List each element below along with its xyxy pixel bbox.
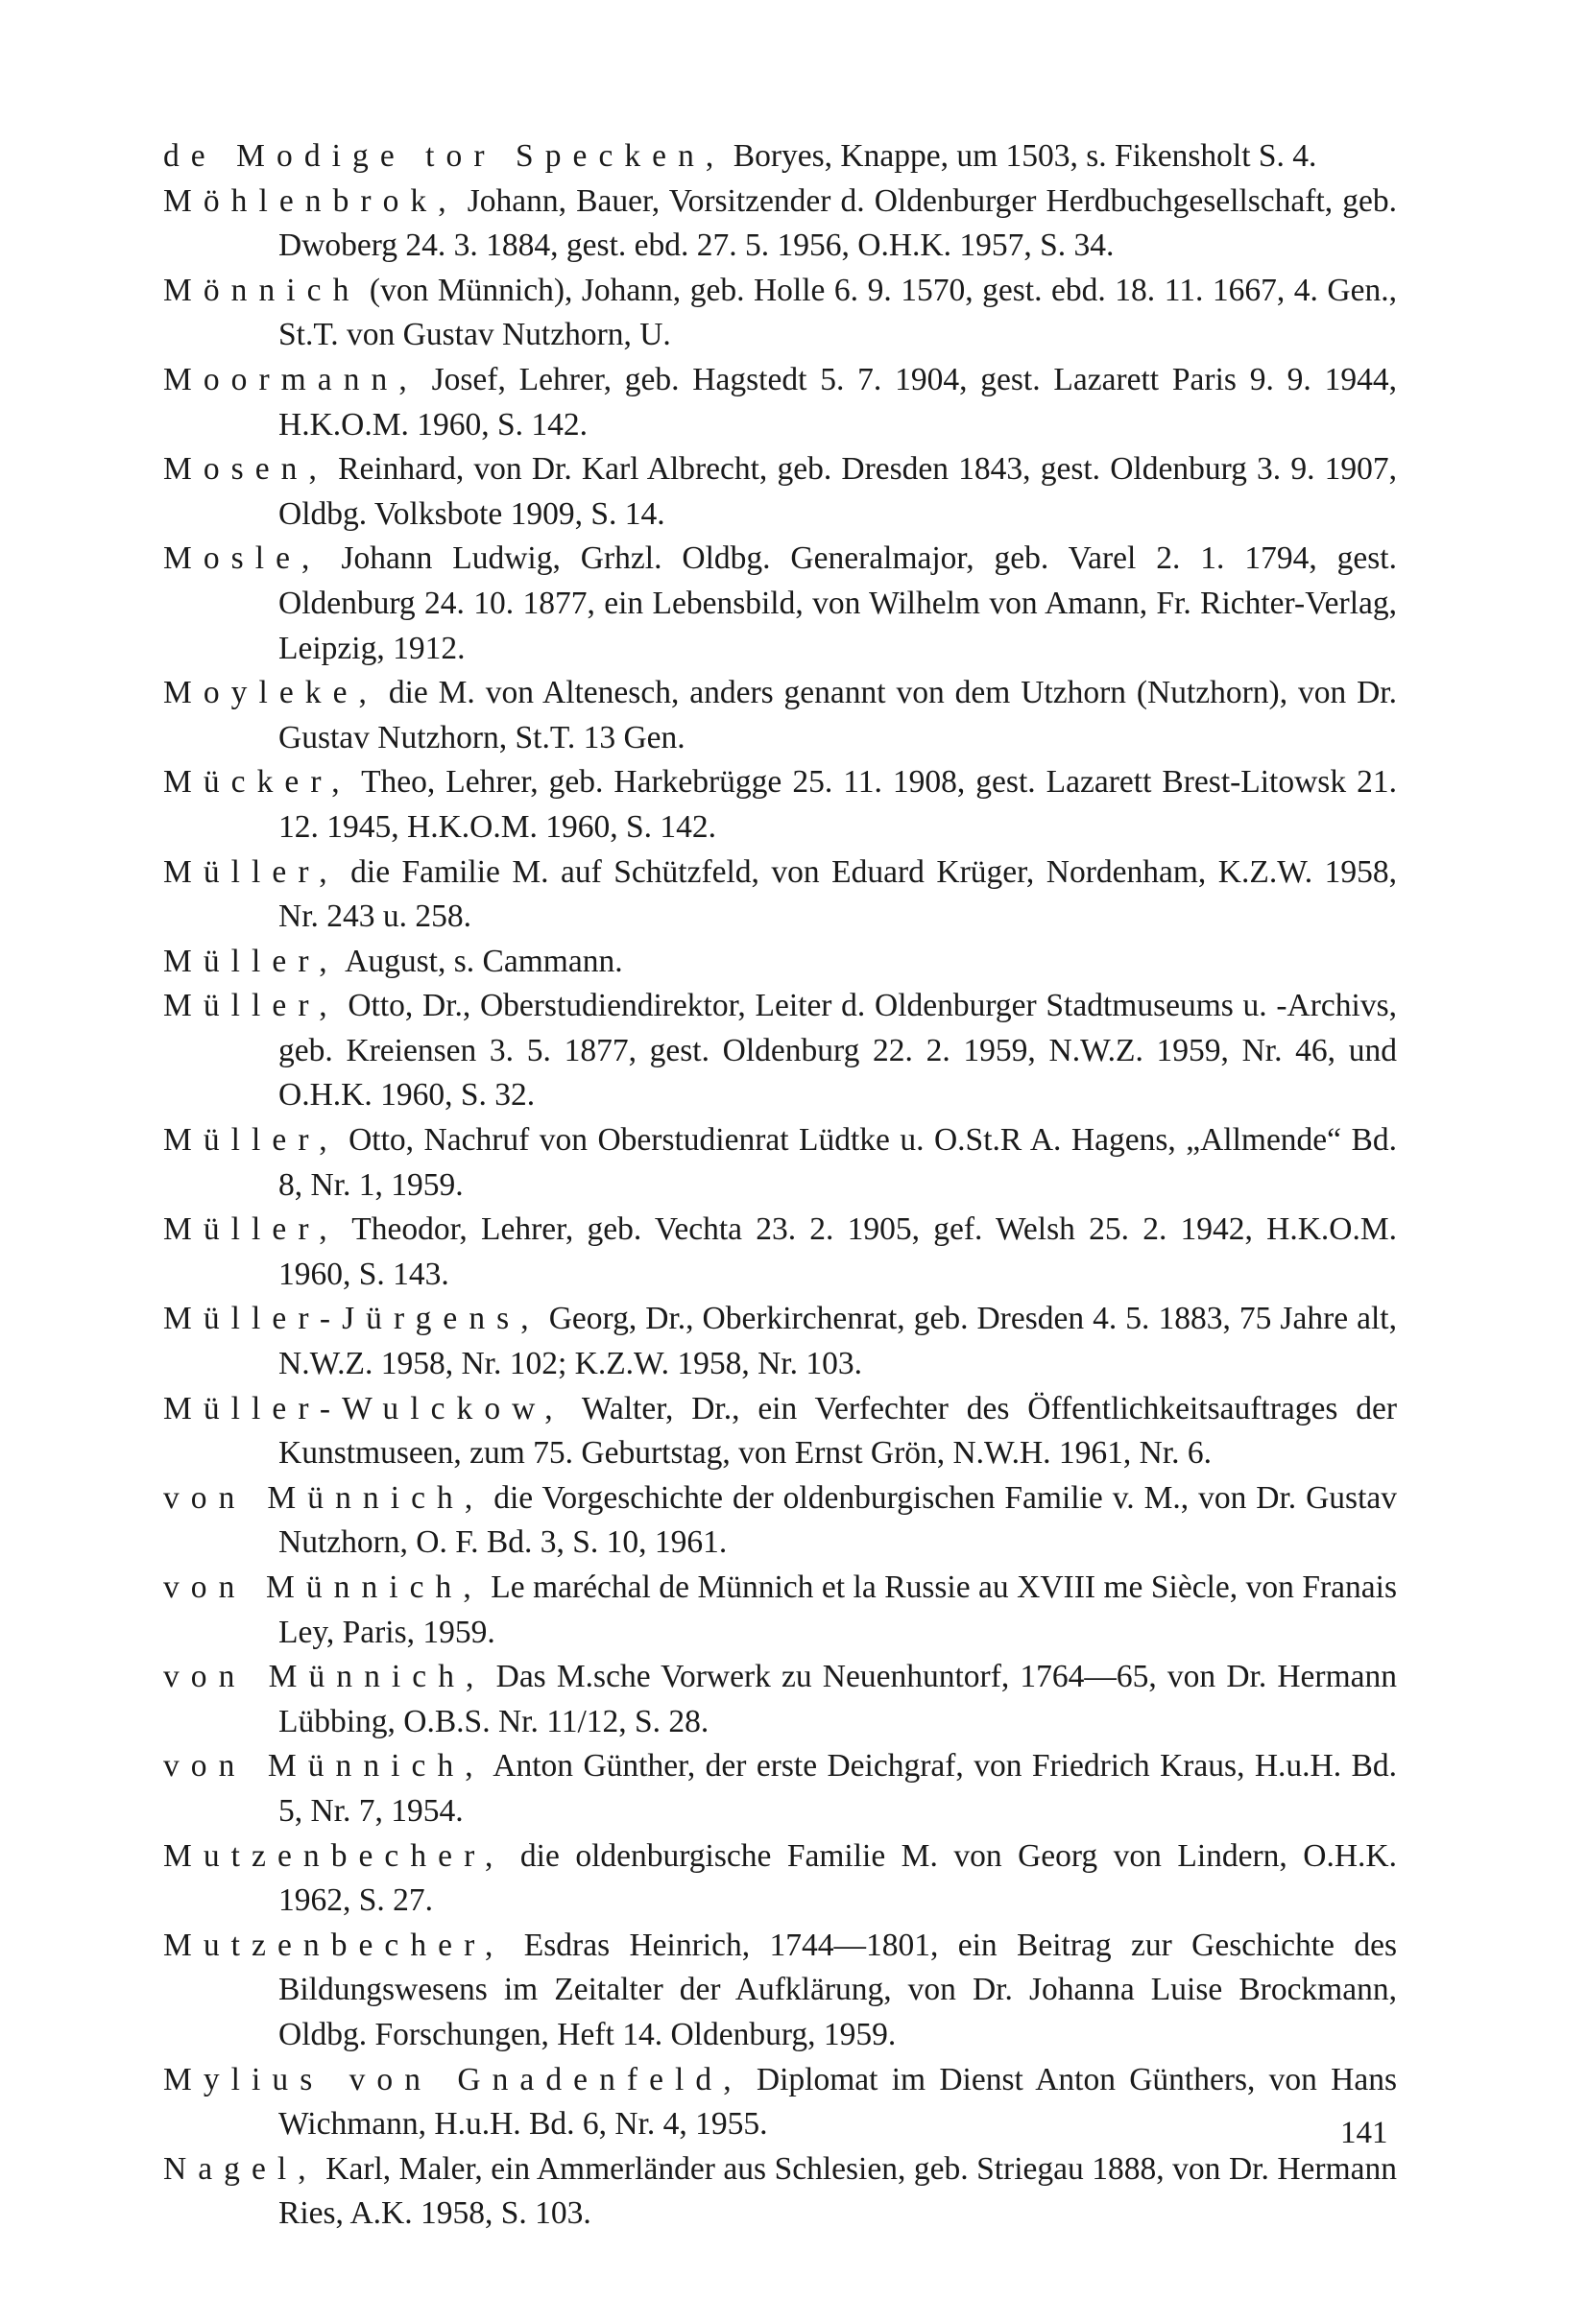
entry-text: die oldenburgische Familie M. von Georg von Lindern, O.H.K. 1962, S. 27. bbox=[278, 1837, 1397, 1919]
entry-text: die Vorgeschichte der oldenburgischen Familie v. M., von Dr. Gustav Nutzhorn, O. F. Bd. 3, S. 10, 1961. bbox=[278, 1479, 1397, 1561]
entry-text: die Familie M. auf Schützfeld, von Eduard Krüger, Nordenham, K.Z.W. 1958, Nr. 243 u. 258. bbox=[278, 853, 1397, 935]
entry-name: Mutzenbecher, bbox=[163, 1837, 505, 1874]
entry-name: Müller, bbox=[163, 1122, 339, 1159]
index-entry bbox=[163, 851, 1397, 940]
entry-name: Müller-Jürgens, bbox=[163, 1301, 541, 1337]
entry-name: Moyleke, bbox=[163, 675, 378, 711]
entry-text: Theodor, Lehrer, geb. Vechta 23. 2. 1905, gef. Welsh 25. 2. 1942, H.K.O.M. 1960, S. 143. bbox=[278, 1211, 1397, 1292]
index-entry bbox=[163, 537, 1397, 671]
entry-name: von Münnich, bbox=[163, 1659, 486, 1695]
entry-name: Mosen, bbox=[163, 451, 328, 488]
entry-name: Müller, bbox=[163, 853, 339, 890]
entry-text: Diplomat im Dienst Anton Günthers, von Hans Wichmann, H.u.H. Bd. 6, Nr. 4, 1955. bbox=[278, 2061, 1397, 2143]
entry-name: Mücker, bbox=[163, 764, 351, 801]
index-entry bbox=[163, 2058, 1397, 2147]
index-entry bbox=[163, 134, 1397, 180]
entry-text: Walter, Dr., ein Verfechter des Öffentlichkeitsauftrages der Kunstmuseen, zum 75. Geburtstag, von Ernst Grön, N.W.H. 1961, Nr. 6. bbox=[278, 1390, 1397, 1472]
entry-name: Müller, bbox=[163, 988, 339, 1024]
entry-name: de Modige tor Specken, bbox=[163, 138, 726, 174]
entry-name: Müller, bbox=[163, 943, 339, 979]
entry-text: Boryes, Knappe, um 1503, s. Fikensholt S. 4. bbox=[725, 138, 1317, 174]
index-entry bbox=[163, 1476, 1397, 1566]
entry-text: Das M.sche Vorwerk zu Neuenhuntorf, 1764—65, von Dr. Hermann Lübbing, O.B.S. Nr. 11/12, S. 28. bbox=[278, 1659, 1397, 1739]
entry-text: Otto, Dr., Oberstudiendirektor, Leiter d. Oldenburger Stadtmuseums u. -Archivs, geb. Kreiensen 3. 5. 1877, gest. Oldenburg 22. 2. 1959, N.W.Z. 1959, Nr. 46, und O.H.K. 1960, S. 32. bbox=[278, 988, 1397, 1114]
entry-name: Mönnich bbox=[163, 272, 361, 308]
index-entry bbox=[163, 1744, 1397, 1833]
entry-text: Theo, Lehrer, geb. Harkebrügge 25. 11. 1908, gest. Lazarett Brest-Litowsk 21. 12. 1945, H.K.O.M. 1960, S. 142. bbox=[278, 764, 1397, 845]
index-entries bbox=[163, 134, 1397, 2237]
entry-text: Le maréchal de Münnich et la Russie au XVIII me Siècle, von Franais Ley, Paris, 1959. bbox=[278, 1569, 1397, 1650]
entry-text: Johann, Bauer, Vorsitzender d. Oldenburger Herdbuchgesellschaft, geb. Dwoberg 24. 3. 1884, gest. ebd. 27. 5. 1956, O.H.K. 1957, S. 34. bbox=[278, 182, 1397, 264]
entry-name: von Münnich, bbox=[163, 1748, 485, 1785]
entry-text: Reinhard, von Dr. Karl Albrecht, geb. Dresden 1843, gest. Oldenburg 3. 9. 1907, Oldbg. Volksbote 1909, S. 14. bbox=[278, 451, 1397, 532]
entry-text: August, s. Cammann. bbox=[338, 943, 623, 979]
entry-name: Mutzenbecher, bbox=[163, 1927, 505, 1963]
entry-name: von Münnich, bbox=[163, 1569, 483, 1605]
index-entry bbox=[163, 1924, 1397, 2058]
index-entry bbox=[163, 1655, 1397, 1744]
index-entry bbox=[163, 1387, 1397, 1476]
index-entry bbox=[163, 984, 1397, 1118]
entry-name: Mylius von Gnadenfeld, bbox=[163, 2061, 743, 2097]
entry-name: Müller, bbox=[163, 1211, 339, 1248]
index-entry bbox=[163, 1566, 1397, 1655]
entry-name: Moormann, bbox=[163, 361, 419, 397]
index-entry bbox=[163, 671, 1397, 760]
index-entry bbox=[163, 2147, 1397, 2237]
index-entry bbox=[163, 180, 1397, 269]
entry-name: Nagel, bbox=[163, 2150, 318, 2187]
index-entry bbox=[163, 1834, 1397, 1924]
index-entry bbox=[163, 1118, 1397, 1208]
entry-name: Müller-Wulckow, bbox=[163, 1390, 565, 1426]
index-entry bbox=[163, 358, 1397, 447]
entry-text: Georg, Dr., Oberkirchenrat, geb. Dresden 4. 5. 1883, 75 Jahre alt, N.W.Z. 1958, Nr. 102; K.Z.W. 1958, Nr. 103. bbox=[278, 1301, 1397, 1382]
page-number: 141 bbox=[1340, 2116, 1388, 2150]
entry-text: Esdras Heinrich, 1744—1801, ein Beitrag zur Geschichte des Bildungswesens im Zeitalter der Aufklärung, von Dr. Johanna Luise Brockmann, Oldbg. Forschungen, Heft 14. Oldenburg, 1959. bbox=[278, 1927, 1397, 2052]
entry-text: Karl, Maler, ein Ammerländer aus Schlesien, geb. Striegau 1888, von Dr. Hermann Ries, A.K. 1958, S. 103. bbox=[278, 2150, 1397, 2232]
index-entry bbox=[163, 447, 1397, 537]
index-entry bbox=[163, 1297, 1397, 1386]
entry-text: die M. von Altenesch, anders genannt von dem Utzhorn (Nutzhorn), von Dr. Gustav Nutzhorn, St.T. 13 Gen. bbox=[278, 675, 1397, 755]
entry-name: von Münnich, bbox=[163, 1479, 485, 1516]
index-entry bbox=[163, 940, 1397, 985]
index-entry bbox=[163, 269, 1397, 358]
entry-text: Otto, Nachruf von Oberstudienrat Lüdtke u. O.St.R A. Hagens, „Allmende“ Bd. 8, Nr. 1, 1959. bbox=[278, 1122, 1397, 1203]
entry-text: Anton Günther, der erste Deichgraf, von Friedrich Kraus, H.u.H. Bd. 5, Nr. 7, 1954. bbox=[278, 1748, 1397, 1829]
entry-text: Johann Ludwig, Grhzl. Oldbg. Generalmajor, geb. Varel 2. 1. 1794, gest. Oldenburg 24. 10. 1877, ein Lebensbild, von Wilhelm von Amann, Fr. Richter-Verlag, Leipzig, 1912. bbox=[278, 540, 1397, 666]
entry-name: Mosle, bbox=[163, 540, 322, 577]
entry-text: (von Münnich), Johann, geb. Holle 6. 9. 1570, gest. ebd. 18. 11. 1667, 4. Gen., St.T. von Gustav Nutzhorn, U. bbox=[278, 272, 1397, 353]
entry-text: Josef, Lehrer, geb. Hagstedt 5. 7. 1904, gest. Lazarett Paris 9. 9. 1944, H.K.O.M. 1960, S. 142. bbox=[278, 361, 1397, 443]
index-entry bbox=[163, 1208, 1397, 1297]
entry-name: Möhlenbrok, bbox=[163, 182, 458, 219]
index-entry bbox=[163, 760, 1397, 850]
